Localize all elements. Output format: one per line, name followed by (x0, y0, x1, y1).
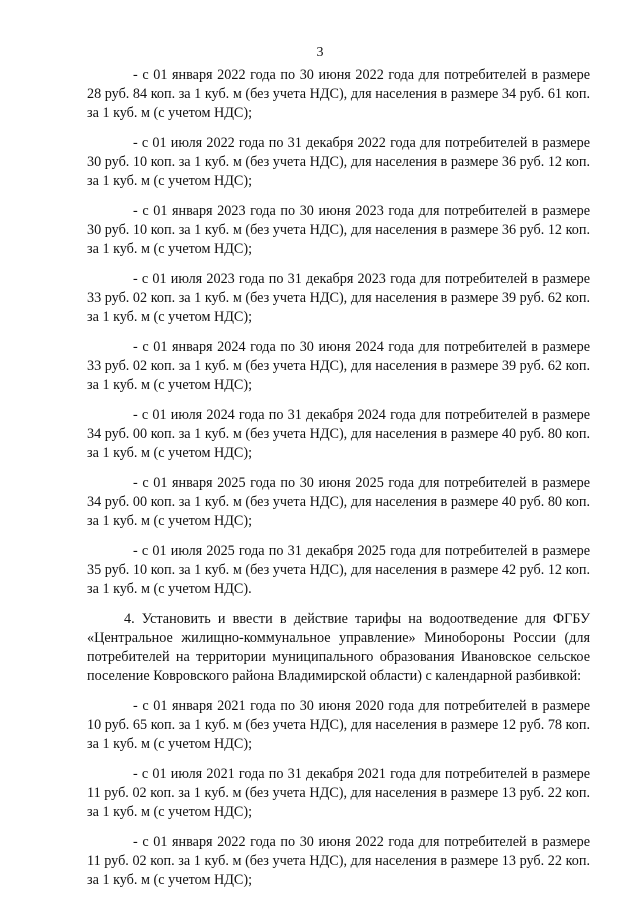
tariff-item: - с 01 января 2022 года по 30 июня 2022 года для потребителей в размере 28 руб. 84 коп. за 1 куб. м (без учета НДС), для населения в размере 34 руб. 61 коп. за 1 куб. м (с учетом НДС); (87, 67, 590, 121)
document-body (87, 66, 590, 901)
tariff-item: - с 01 июля 2023 года по 31 декабря 2023 года для потребителей в размере 33 руб. 02 коп. за 1 куб. м (без учета НДС), для населения в размере 39 руб. 62 коп. за 1 куб. м (с учетом НДС); (87, 271, 590, 325)
tariff-item: - с 01 января 2021 года по 30 июня 2020 года для потребителей в размере 10 руб. 65 коп. за 1 куб. м (без учета НДС), для населения в размере 12 руб. 78 коп. за 1 куб. м (с учетом НДС); (87, 698, 590, 752)
section-4-paragraph: 4. Установить и ввести в действие тарифы на водоотведение для ФГБУ «Центральное жилищно-коммунальное управление» Минобороны России (для потребителей на территории муниципального образования Ивановское сельское поселение Ковровского района Владимирской области) с календарной разбивкой: (87, 611, 590, 684)
tariff-item: - с 01 июля 2021 года по 31 декабря 2021 года для потребителей в размере 11 руб. 02 коп. за 1 куб. м (без учета НДС), для населения в размере 13 руб. 22 коп. за 1 куб. м (с учетом НДС); (87, 766, 590, 820)
tariff-item: - с 01 июля 2025 года по 31 декабря 2025 года для потребителей в размере 35 руб. 10 коп. за 1 куб. м (без учета НДС), для населения в размере 42 руб. 12 коп. за 1 куб. м (с учетом НДС). (87, 543, 590, 597)
tariff-item: - с 01 июля 2022 года по 31 декабря 2022 года для потребителей в размере 30 руб. 10 коп. за 1 куб. м (без учета НДС), для населения в размере 36 руб. 12 коп. за 1 куб. м (с учетом НДС); (87, 135, 590, 189)
tariff-item: - с 01 января 2025 года по 30 июня 2025 года для потребителей в размере 34 руб. 00 коп. за 1 куб. м (без учета НДС), для населения в размере 40 руб. 80 коп. за 1 куб. м (с учетом НДС); (87, 475, 590, 529)
tariff-item: - с 01 января 2024 года по 30 июня 2024 года для потребителей в размере 33 руб. 02 коп. за 1 куб. м (без учета НДС), для населения в размере 39 руб. 62 коп. за 1 куб. м (с учетом НДС); (87, 339, 590, 393)
tariff-item: - с 01 января 2022 года по 30 июня 2022 года для потребителей в размере 11 руб. 02 коп. за 1 куб. м (без учета НДС), для населения в размере 13 руб. 22 коп. за 1 куб. м (с учетом НДС); (87, 834, 590, 888)
tariff-item: - с 01 июля 2024 года по 31 декабря 2024 года для потребителей в размере 34 руб. 00 коп. за 1 куб. м (без учета НДС), для населения в размере 40 руб. 80 коп. за 1 куб. м (с учетом НДС); (87, 407, 590, 461)
page-number: 3 (316, 45, 324, 60)
tariff-item: - с 01 января 2023 года по 30 июня 2023 года для потребителей в размере 30 руб. 10 коп. за 1 куб. м (без учета НДС), для населения в размере 36 руб. 12 коп. за 1 куб. м (с учетом НДС); (87, 203, 590, 257)
